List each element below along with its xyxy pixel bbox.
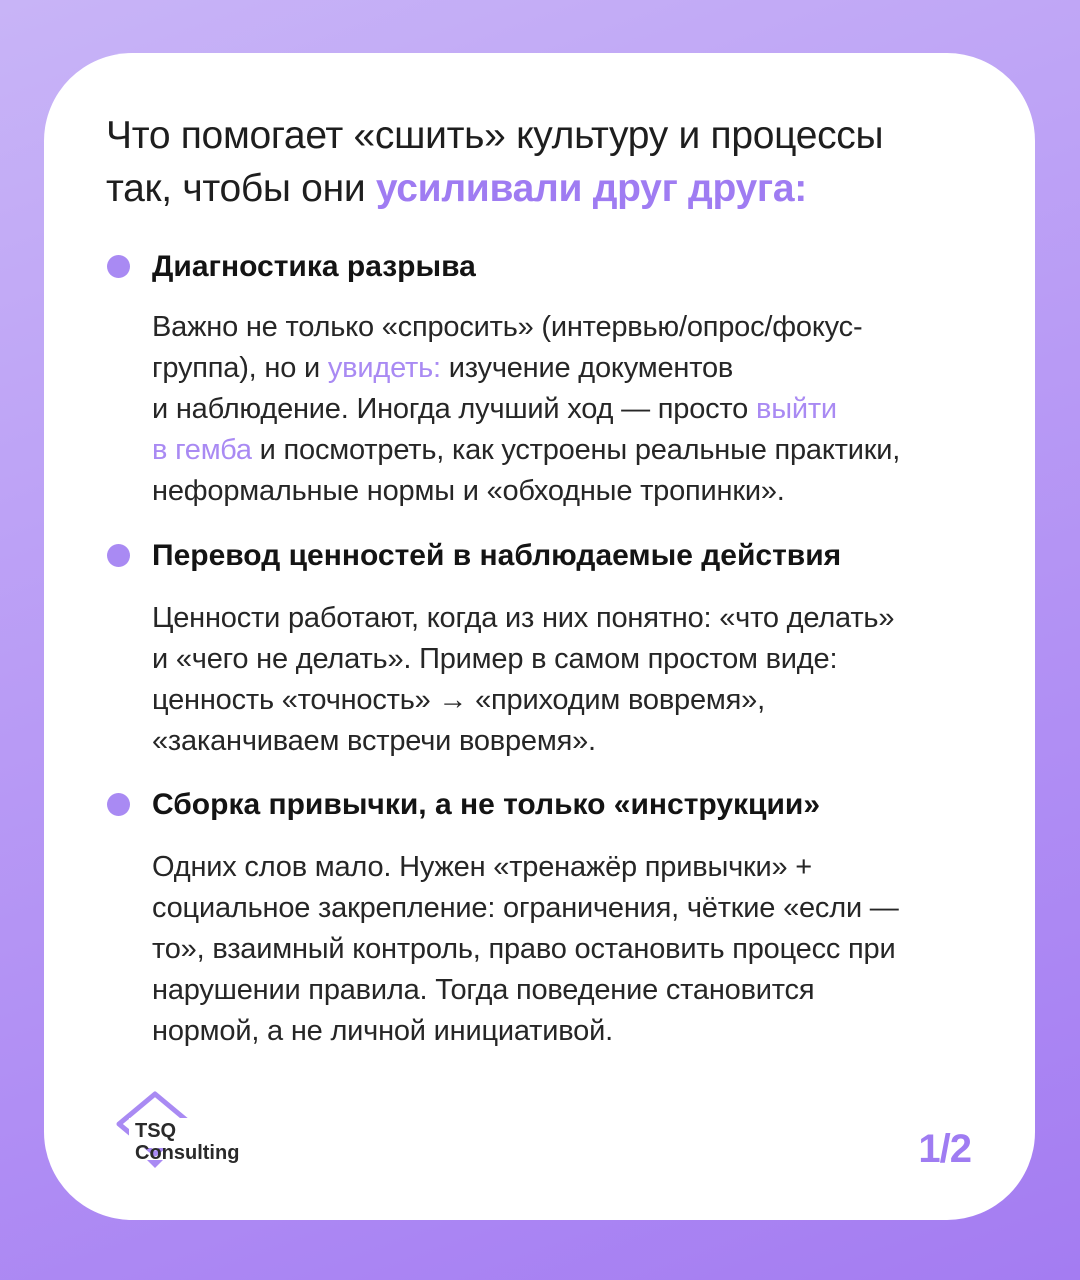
body-line: и «чего не делать». Пример в самом простом виде: <box>152 643 838 675</box>
body-line: Ценности работают, когда из них понятно: «что делать» <box>152 602 895 634</box>
logo-line-2: Consulting <box>135 1142 240 1164</box>
logo-wordmark <box>135 1120 239 1164</box>
body-line: в гемба и посмотреть, как устроены реальные практики, <box>152 434 901 466</box>
tsq-consulting-logo <box>115 1090 255 1176</box>
body-line: ценность «точность» → «приходим вовремя», <box>152 684 765 716</box>
section-heading: Перевод ценностей в наблюдаемые действия <box>152 539 842 572</box>
highlight-see: увидеть: <box>327 352 441 384</box>
page-title <box>106 109 986 215</box>
logo-line-1: TSQ <box>135 1120 177 1142</box>
body-line: Одних слов мало. Нужен «тренажёр привычки» + <box>152 851 812 883</box>
bullet-dot-icon <box>107 544 130 567</box>
body-line: нормой, а не личной инициативой. <box>152 1015 613 1047</box>
body-line: нарушении правила. Тогда поведение становится <box>152 974 815 1006</box>
bullet-dot-icon <box>107 793 130 816</box>
body-line: и наблюдение. Иногда лучший ход — просто выйти <box>152 393 837 425</box>
title-line-1: Что помогает «сшить» культуру и процессы <box>106 114 884 157</box>
title-line-2: так, чтобы они <box>106 167 376 210</box>
highlight-gemba: в гемба <box>152 434 252 466</box>
section-body <box>152 598 1002 762</box>
body-line: неформальные нормы и «обходные тропинки». <box>152 475 785 507</box>
highlight-go-out: выйти <box>755 393 837 425</box>
section-heading: Диагностика разрыва <box>152 250 476 283</box>
body-line: «заканчиваем встречи вовремя». <box>152 725 596 757</box>
body-line: группа), но и увидеть: изучение документов <box>152 352 734 384</box>
section-heading: Сборка привычки, а не только «инструкции» <box>152 788 821 821</box>
title-accent: усиливали друг друга: <box>375 167 807 210</box>
body-line: Важно не только «спросить» (интервью/опрос/фокус- <box>152 311 863 343</box>
section-body <box>152 847 1002 1052</box>
section-body <box>152 307 1002 512</box>
page-indicator: 1/2 <box>918 1127 971 1171</box>
body-line: то», взаимный контроль, право остановить процесс при <box>152 933 896 965</box>
bullet-dot-icon <box>107 255 130 278</box>
body-line: социальное закрепление: ограничения, чёткие «если — <box>152 892 899 924</box>
content-card <box>44 53 1035 1220</box>
